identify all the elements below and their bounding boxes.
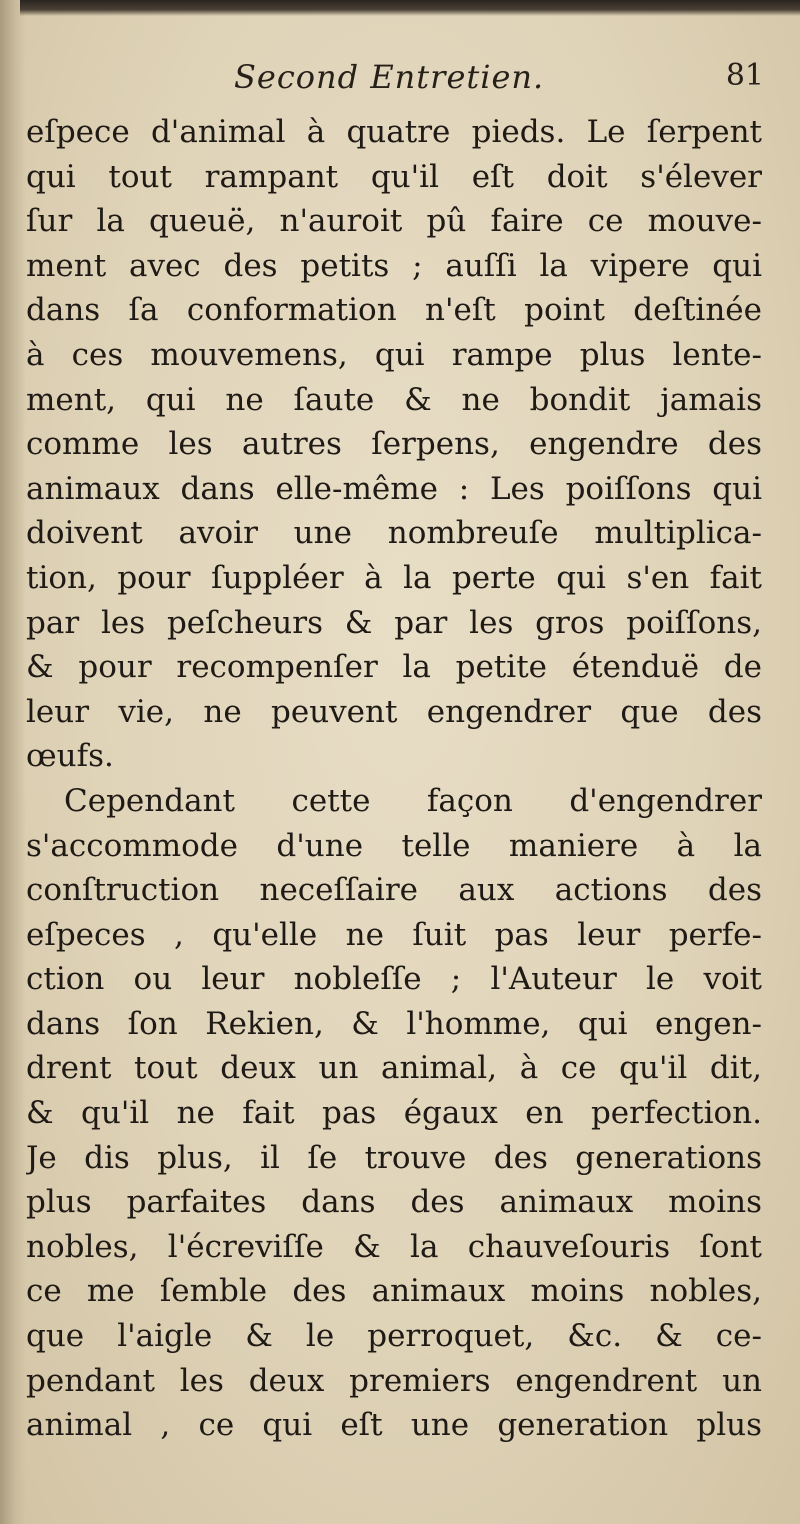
text-line: plus parfaites dans des animaux moins [26, 1184, 762, 1221]
text-line: ce me ſemble des animaux moins nobles, [26, 1273, 762, 1310]
text-line: ment, qui ne ſaute & ne bondit jamais [26, 381, 762, 418]
page-number: 81 [725, 58, 764, 93]
text-line: œufs. [26, 738, 114, 775]
text-line: nobles, l'écreviſſe & la chauveſouris ſont [26, 1228, 762, 1265]
book-page [24, 14, 794, 1514]
text-line: leur vie, ne peuvent engendrer que des [26, 693, 762, 730]
text-line: doivent avoir une nombreuſe multiplica- [26, 515, 762, 552]
running-head: Second Entretien. [234, 58, 545, 96]
text-line: dans ſon Rekien, & l'homme, qui engen- [26, 1005, 762, 1042]
body-text [26, 110, 762, 1448]
text-line: que l'aigle & le perroquet, &c. & ce- [26, 1318, 762, 1355]
text-line: à ces mouvemens, qui rampe plus lente- [26, 336, 762, 373]
text-line: tion, pour ſuppléer à la perte qui s'en fait [26, 559, 762, 596]
text-line: & qu'il ne fait pas égaux en perfection. [26, 1095, 762, 1132]
text-line: pendant les deux premiers engendrent un [26, 1362, 762, 1399]
text-line: ment avec des petits ; auſſi la vipere qui [26, 247, 762, 284]
paragraph-start-line: Cependant cette façon d'engendrer [64, 782, 762, 819]
page-header [24, 58, 764, 108]
text-line: par les peſcheurs & par les gros poiſſons, [26, 604, 762, 641]
text-line: animaux dans elle-même : Les poiſſons qui [26, 470, 762, 507]
text-line: eſpeces , qu'elle ne ſuit pas leur perfe- [26, 916, 762, 953]
text-line: conſtruction neceſſaire aux actions des [26, 872, 762, 909]
text-line: qui tout rampant qu'il eſt doit s'élever [26, 158, 762, 195]
text-line: drent tout deux un animal, à ce qu'il dit, [26, 1050, 762, 1087]
text-line: & pour recompenſer la petite étenduë de [26, 649, 762, 686]
text-line: dans ſa conformation n'eſt point deſtinée [26, 292, 762, 329]
binding-shadow [0, 0, 26, 1524]
text-line: comme les autres ſerpens, engendre des [26, 426, 762, 463]
text-line: eſpece d'animal à quatre pieds. Le ſerpent [26, 114, 762, 150]
text-line: Je dis plus, il ſe trouve des generations [26, 1139, 762, 1176]
text-line: animal , ce qui eſt une generation plus [26, 1407, 762, 1444]
text-line: ction ou leur nobleſſe ; l'Auteur le voit [26, 961, 762, 998]
text-line: ſur la queuë, n'auroit pû faire ce mouve- [26, 203, 762, 240]
text-line: s'accommode d'une telle maniere à la [26, 827, 762, 864]
